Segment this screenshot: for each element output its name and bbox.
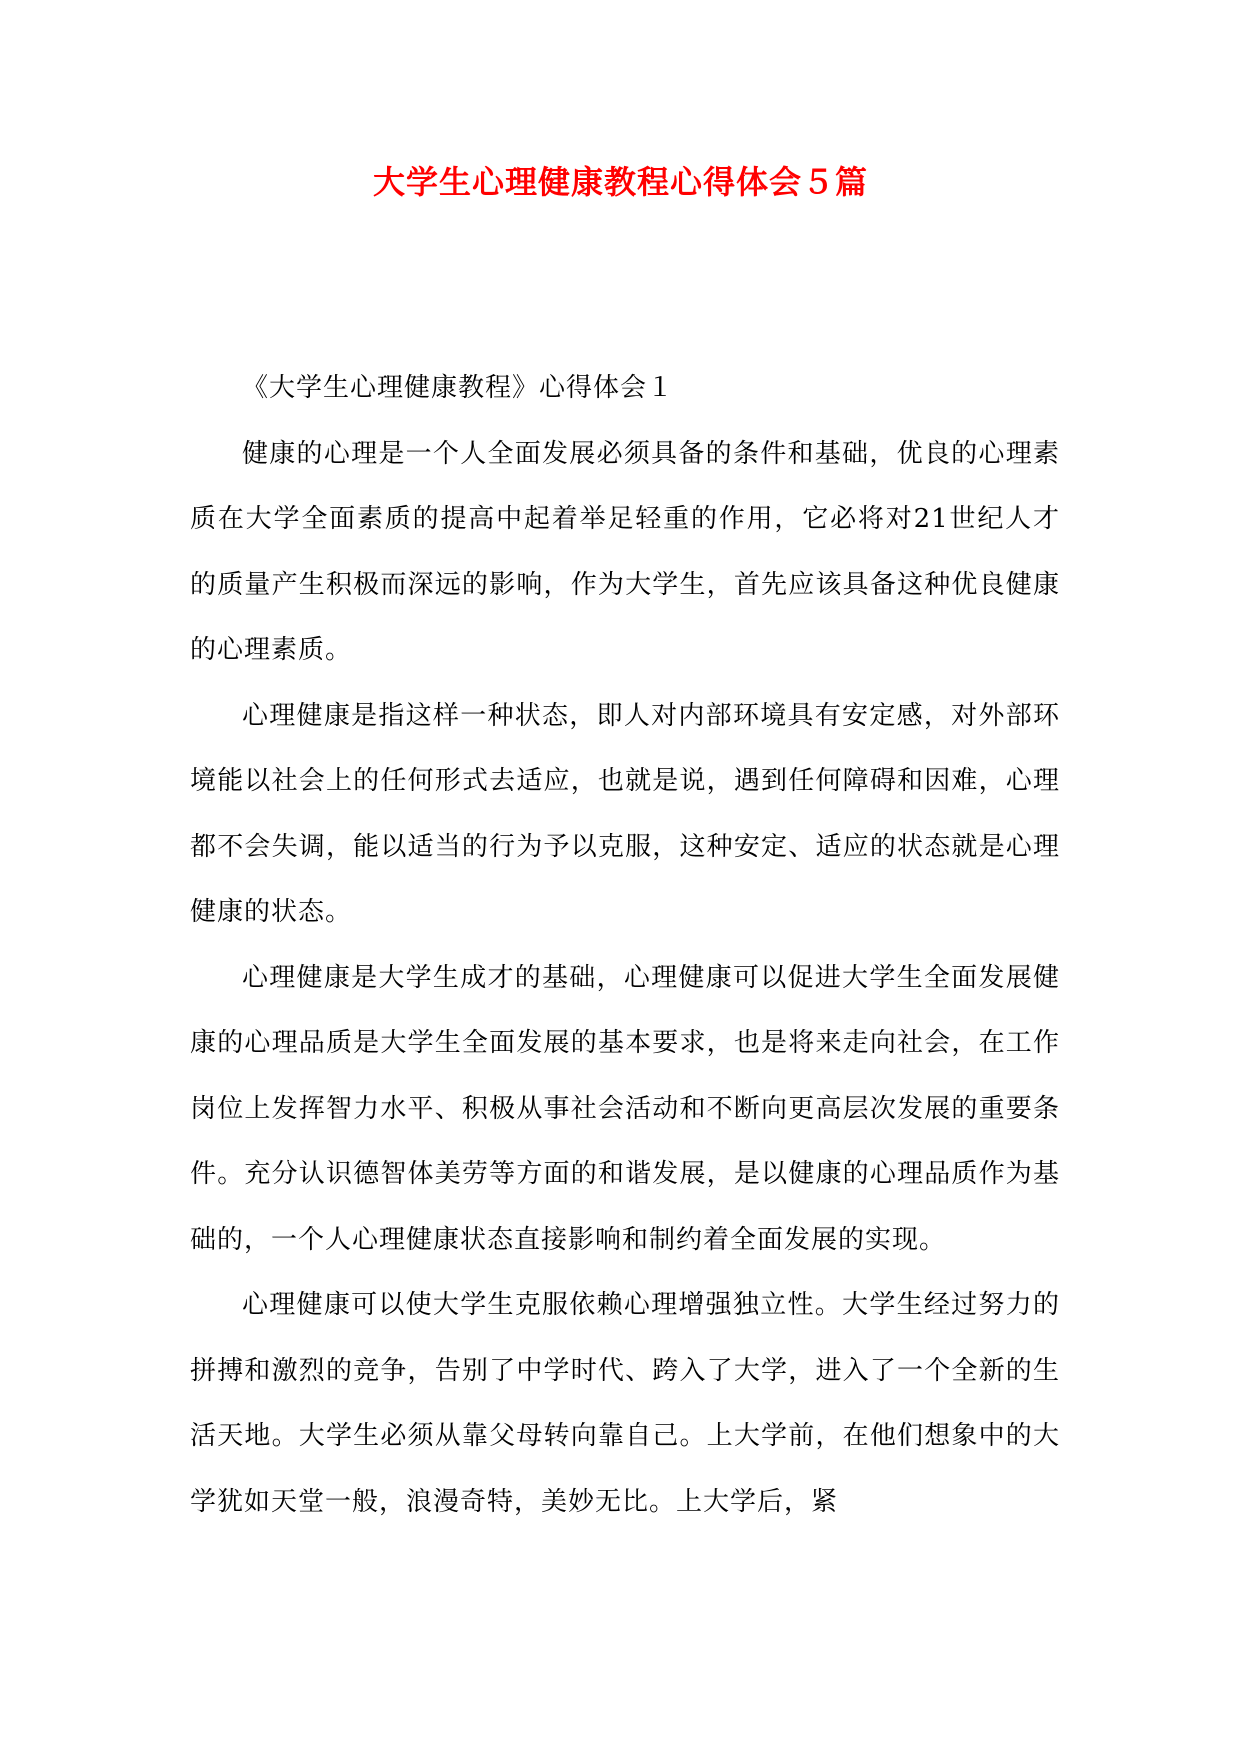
paragraph-2: 心理健康是指这样一种状态，即人对内部环境具有安定感，对外部环境能以社会上的任何形式去适应，也就是说，遇到任何障碍和因难，心理都不会失调，能以适当的行为予以克服，这种安定、适应的状态就是心理健康的状态。 [190,700,1060,927]
document-body [190,356,1060,1535]
paragraph-3: 心理健康是大学生成才的基础，心理健康可以促进大学生全面发展健康的心理品质是大学生全面发展的基本要求，也是将来走向社会，在工作岗位上发挥智力水平、积极从事社会活动和不断向更高层次发展的重要条件。充分认识德智体美劳等方面的和谐发展，是以健康的心理品质作为基础的，一个人心理健康状态直接影响和制约着全面发展的实现。 [190,962,1060,1255]
document-title: 大学生心理健康教程心得体会５篇 [372,163,868,201]
section-heading: 《大学生心理健康教程》心得体会１ [242,373,675,403]
paragraph-4: 心理健康可以使大学生克服依赖心理增强独立性。大学生经过努力的拼搏和激烈的竞争，告别了中学时代、跨入了大学，进入了一个全新的生活天地。大学生必须从靠父母转向靠自己。上大学前，在他们想象中的大学犹如天堂一般，浪漫奇特，美妙无比。上大学后，紧 [190,1290,1060,1517]
paragraph-1: 健康的心理是一个人全面发展必须具备的条件和基础，优良的心理素质在大学全面素质的提高中起着举足轻重的作用，它必将对21世纪人才的质量产生积极而深远的影响，作为大学生，首先应该具备这种优良健康的心理素质。 [190,438,1060,665]
